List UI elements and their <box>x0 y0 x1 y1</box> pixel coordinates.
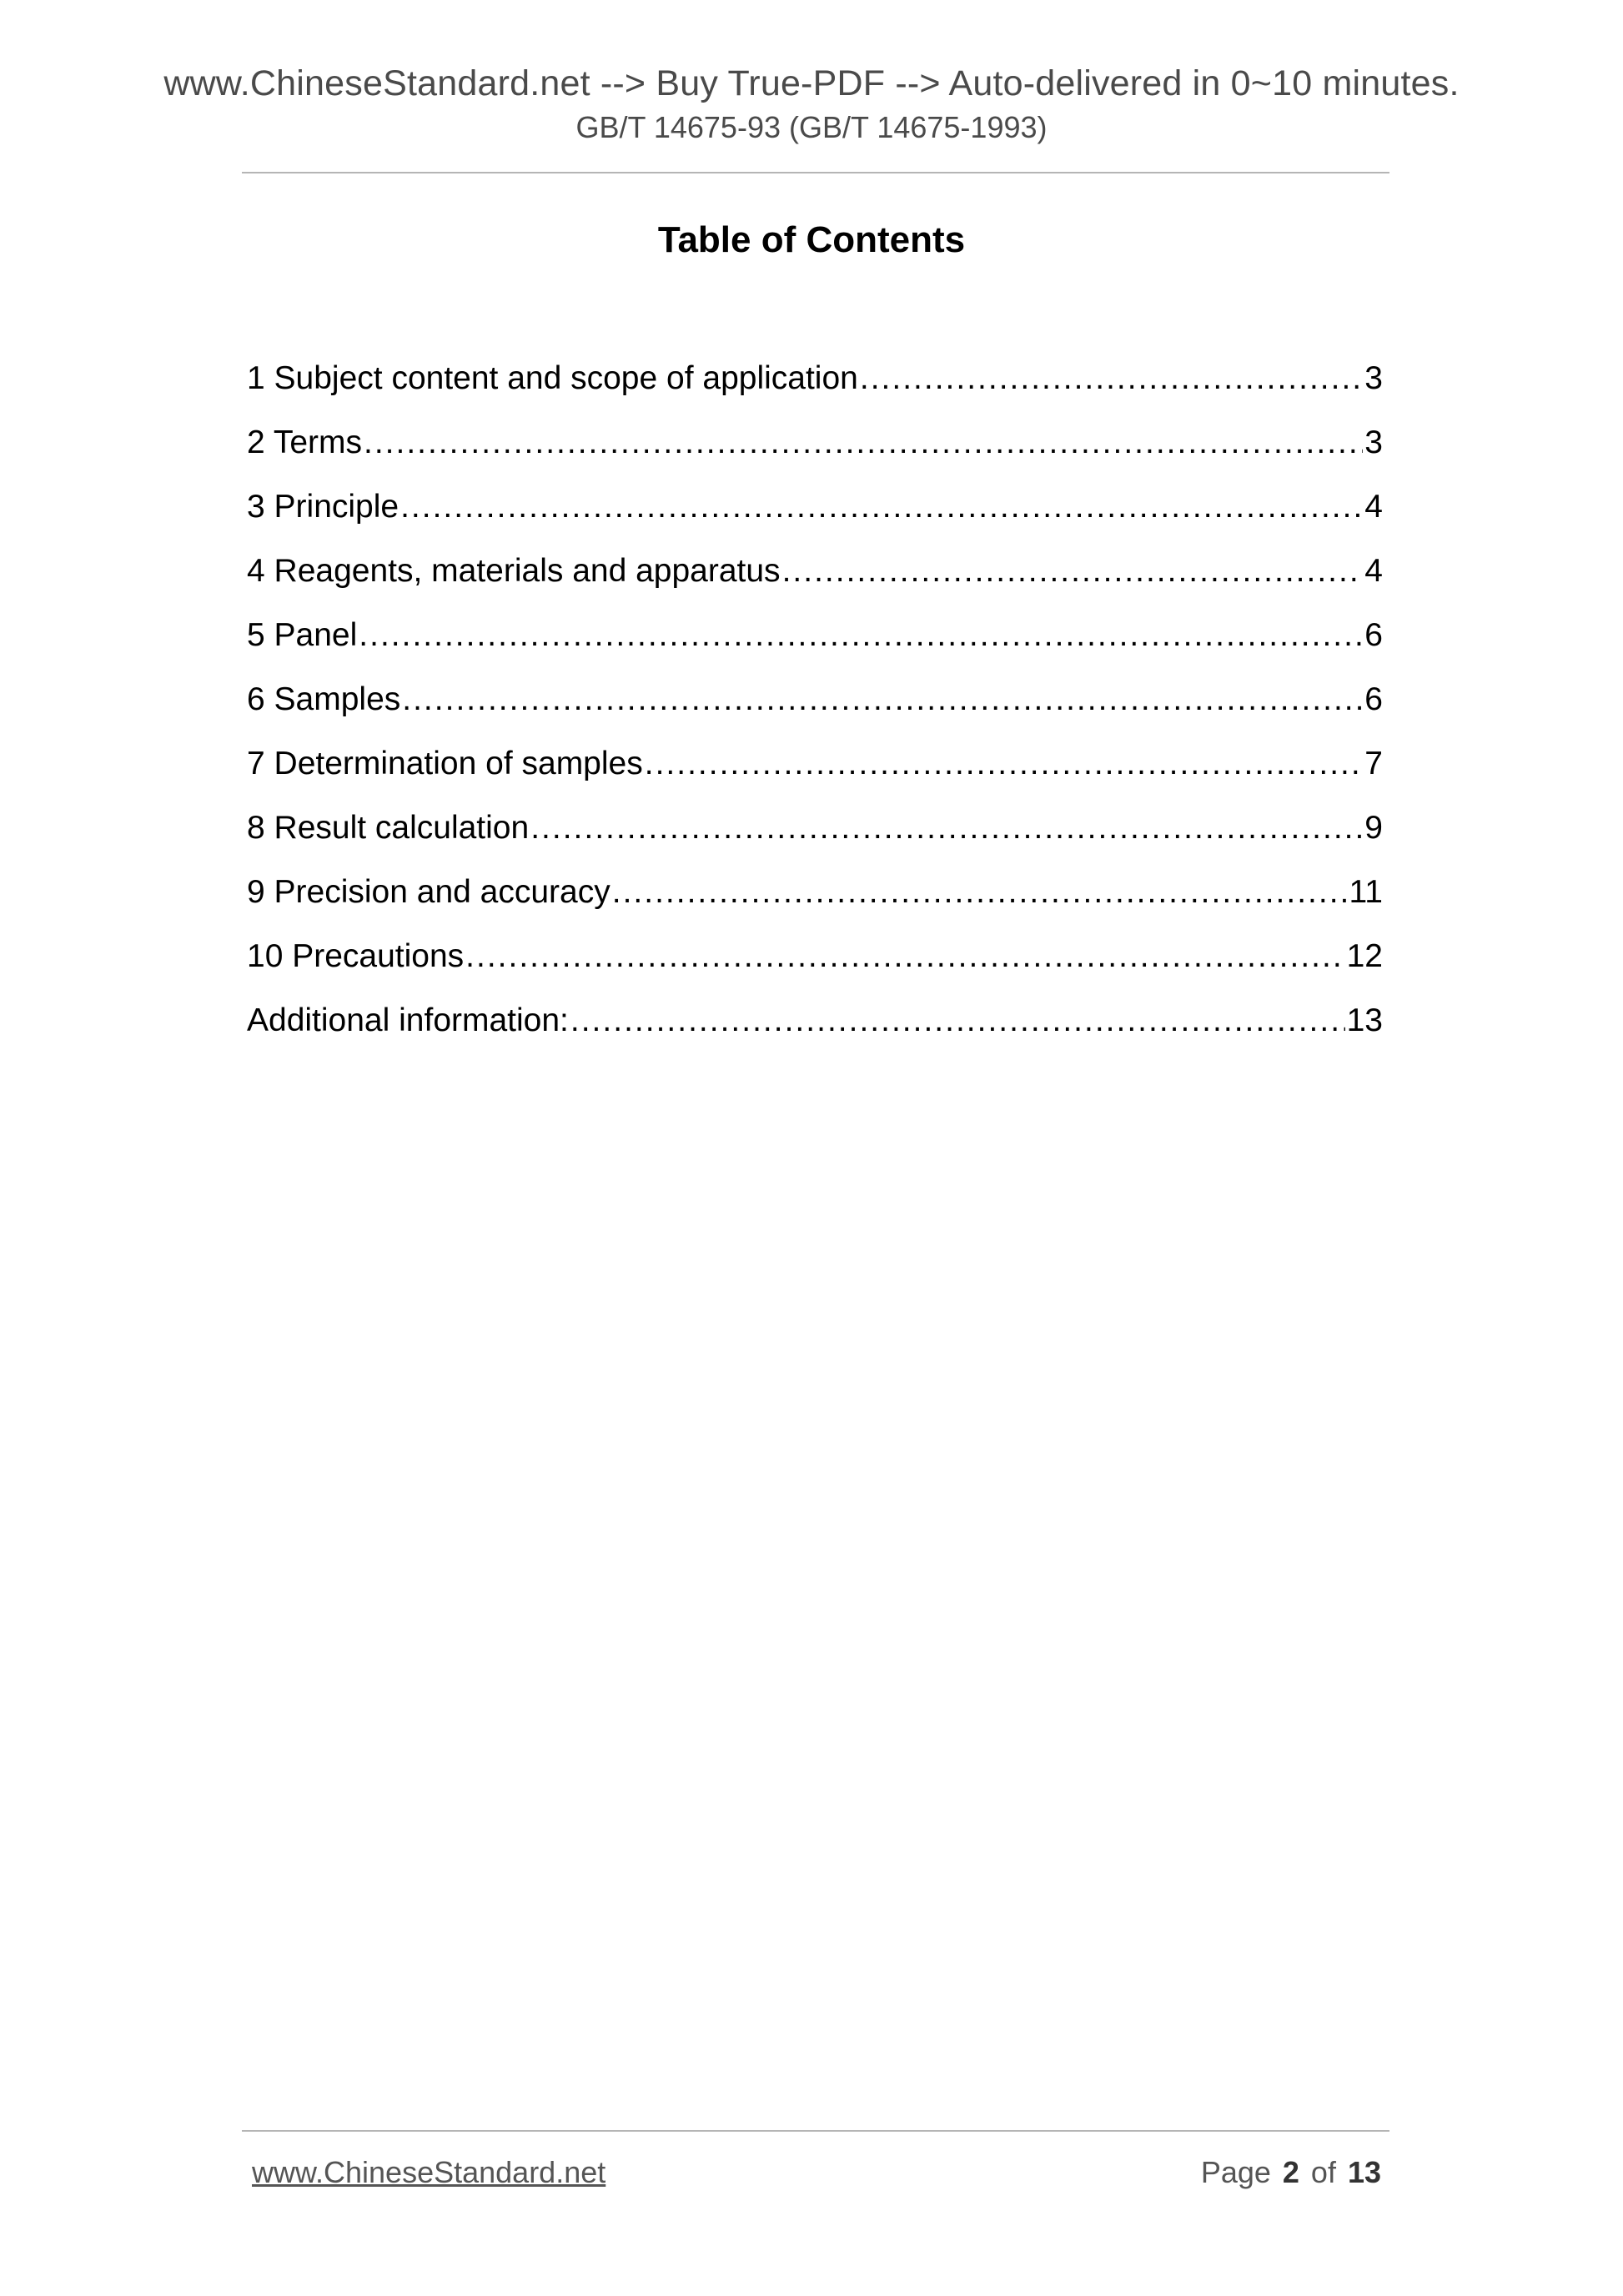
page-number-indicator <box>1201 2152 1381 2193</box>
toc-dot-leader <box>645 739 1364 789</box>
toc-entry[interactable] <box>247 482 1383 546</box>
toc-entry-page: 4 <box>1364 553 1383 589</box>
toc-dot-leader <box>612 867 1348 917</box>
toc-entry-label: 7 Determination of samples <box>247 746 643 781</box>
toc-entry-label: 5 Panel <box>247 617 358 653</box>
toc-entry[interactable] <box>247 418 1383 482</box>
page-header <box>0 60 1623 148</box>
table-of-contents <box>247 354 1383 1060</box>
header-divider <box>242 172 1389 173</box>
page-title: Table of Contents <box>657 219 966 260</box>
toc-entry-page: 9 <box>1364 810 1383 846</box>
toc-entry-page: 3 <box>1364 360 1383 396</box>
toc-entry-page: 11 <box>1349 874 1383 910</box>
toc-entry-page: 12 <box>1346 938 1383 974</box>
toc-entry-label: 6 Samples <box>247 681 401 717</box>
toc-dot-leader <box>465 932 1344 982</box>
page-word: Page <box>1200 2155 1271 2189</box>
toc-dot-leader <box>400 482 1363 532</box>
toc-entry[interactable] <box>247 354 1383 418</box>
toc-dot-leader <box>359 610 1363 661</box>
toc-entry-page: 3 <box>1364 425 1383 460</box>
header-promo-text: www.ChineseStandard.net --> Buy True-PDF --> Auto-delivered in 0~10 minutes. <box>163 63 1460 103</box>
current-page-number: 2 <box>1282 2155 1299 2189</box>
toc-entry-page: 4 <box>1364 489 1383 525</box>
toc-entry-page: 13 <box>1346 1002 1383 1038</box>
total-page-count: 13 <box>1347 2155 1381 2189</box>
toc-entry-page: 7 <box>1364 746 1383 781</box>
toc-entry-label: 10 Precautions <box>247 938 465 974</box>
toc-entry[interactable] <box>247 867 1383 932</box>
toc-entry-label: Additional information: <box>247 1002 569 1038</box>
toc-entry[interactable] <box>247 610 1383 675</box>
footer-divider <box>242 2130 1389 2132</box>
toc-entry-label: 8 Result calculation <box>247 810 530 846</box>
toc-entry-label: 3 Principle <box>247 489 399 525</box>
toc-dot-leader <box>570 996 1345 1046</box>
toc-entry-label: 9 Precision and accuracy <box>247 874 611 910</box>
header-standard-number: GB/T 14675-93 (GB/T 14675-1993) <box>575 110 1048 144</box>
toc-dot-leader <box>402 675 1363 725</box>
toc-dot-leader <box>530 803 1363 853</box>
toc-entry-page: 6 <box>1364 681 1383 717</box>
toc-dot-leader <box>364 418 1363 468</box>
toc-entry[interactable] <box>247 932 1383 996</box>
toc-entry-label: 2 Terms <box>247 425 362 460</box>
toc-entry[interactable] <box>247 546 1383 610</box>
toc-entry[interactable] <box>247 675 1383 739</box>
toc-entry-page: 6 <box>1364 617 1383 653</box>
toc-dot-leader <box>860 354 1363 404</box>
toc-entry[interactable] <box>247 739 1383 803</box>
of-word: of <box>1310 2155 1336 2189</box>
footer-site-link[interactable]: www.ChineseStandard.net <box>252 2155 606 2189</box>
toc-entry[interactable] <box>247 996 1383 1060</box>
toc-entry-label: 4 Reagents, materials and apparatus <box>247 553 781 589</box>
toc-dot-leader <box>782 546 1364 596</box>
toc-entry[interactable] <box>247 803 1383 867</box>
toc-entry-label: 1 Subject content and scope of application <box>247 360 858 396</box>
